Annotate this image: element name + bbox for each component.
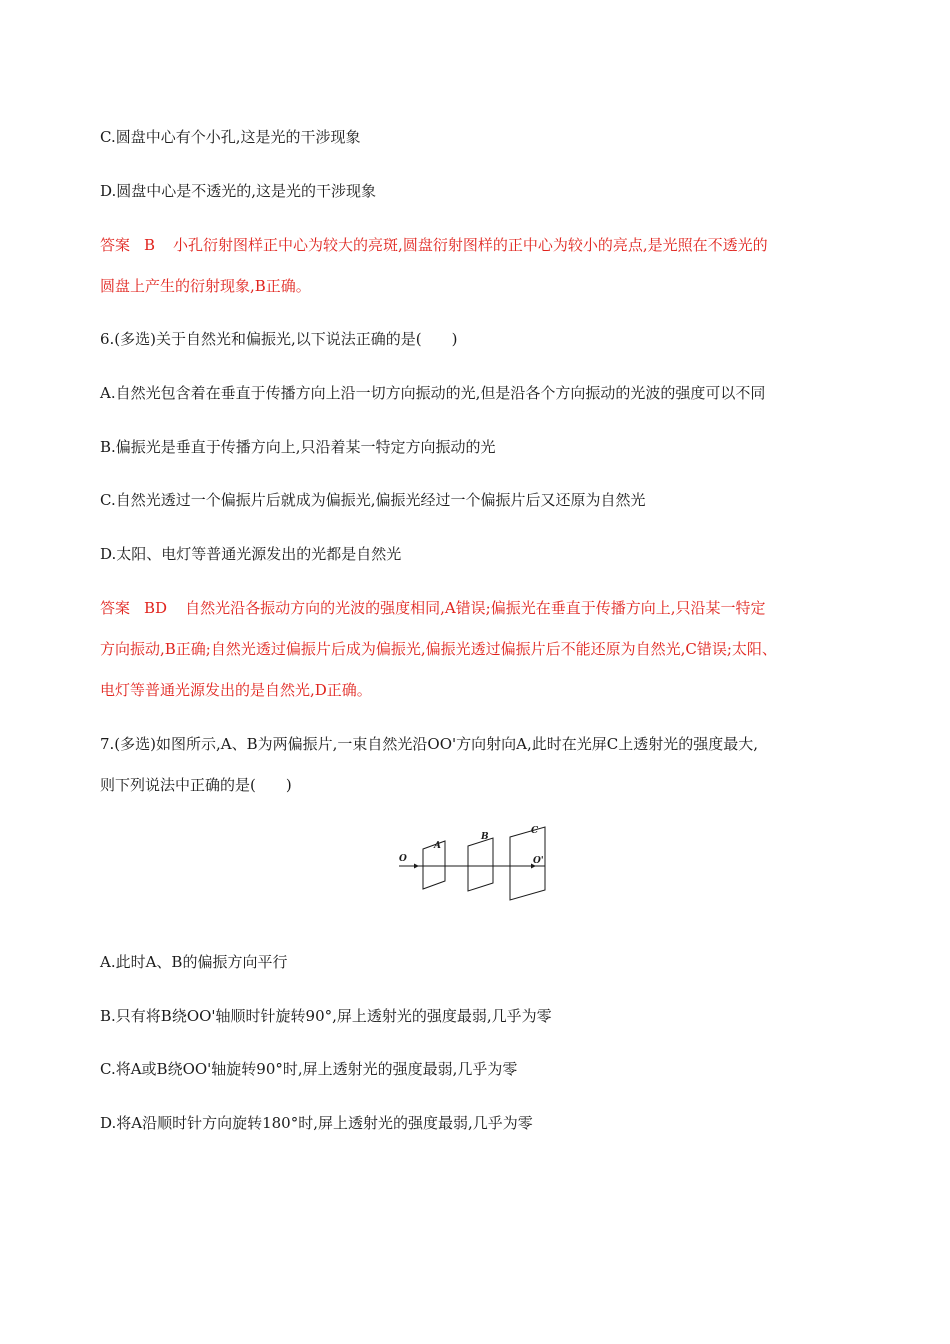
q5-option-c: C.圆盘中心有个小孔,这是光的干涉现象 (100, 128, 361, 146)
q6-option-a: A.自然光包含着在垂直于传播方向上沿一切方向振动的光,但是沿各个方向振动的光波的强度可以不同 (100, 384, 766, 402)
answer-6-line-2: 方向振动,B正确;自然光透过偏振片后成为偏振光,偏振光透过偏振片后不能还原为自然光,C错误;太阳、 (100, 640, 777, 658)
q7-option-b: B.只有将B绕OO'轴顺时针旋转90°,屏上透射光的强度最弱,几乎为零 (100, 1007, 552, 1025)
answer-6-line-1 (100, 598, 766, 618)
label-o: O (399, 854, 407, 864)
answer-label: 答案 (100, 599, 131, 617)
label-c: C (531, 826, 539, 836)
label-a: A (434, 841, 441, 851)
answer-text: 自然光沿各振动方向的光波的强度相同,A错误;偏振光在垂直于传播方向上,只沿某一特定 (185, 599, 766, 617)
answer-key: BD (144, 599, 168, 617)
answer-5-line-2: 圆盘上产生的衍射现象,B正确。 (100, 277, 311, 295)
answer-text: 小孔衍射图样正中心为较大的亮斑,圆盘衍射图样的正中心为较小的亮点,是光照在不透光的 (173, 236, 768, 254)
q7-option-d: D.将A沿顺时针方向旋转180°时,屏上透射光的强度最弱,几乎为零 (100, 1114, 533, 1132)
q5-option-d: D.圆盘中心是不透光的,这是光的干涉现象 (100, 182, 377, 200)
q7-option-c: C.将A或B绕OO'轴旋转90°时,屏上透射光的强度最弱,几乎为零 (100, 1060, 518, 1078)
q7-option-a: A.此时A、B的偏振方向平行 (100, 953, 288, 971)
label-o-prime: O' (533, 856, 544, 866)
polarizer-b (468, 838, 493, 891)
q6-stem: 6.(多选)关于自然光和偏振光,以下说法正确的是( ) (100, 330, 458, 348)
q6-option-b: B.偏振光是垂直于传播方向上,只沿着某一特定方向振动的光 (100, 438, 496, 456)
beam-arrow-icon (414, 864, 419, 869)
answer-label: 答案 (100, 236, 131, 254)
answer-6-line-3: 电灯等普通光源发出的是自然光,D正确。 (100, 681, 372, 699)
q7-stem-line-1: 7.(多选)如图所示,A、B为两偏振片,一束自然光沿OO'方向射向A,此时在光屏C上透射光的强度最大, (100, 735, 758, 753)
answer-key: B (144, 236, 156, 254)
q6-option-c: C.自然光透过一个偏振片后就成为偏振光,偏振光经过一个偏振片后又还原为自然光 (100, 491, 646, 509)
q7-stem-line-2: 则下列说法中正确的是( ) (100, 776, 292, 794)
q6-option-d: D.太阳、电灯等普通光源发出的光都是自然光 (100, 545, 402, 563)
label-b: B (481, 832, 489, 842)
answer-5-line-1 (100, 235, 768, 255)
polarizer-diagram (395, 823, 555, 903)
